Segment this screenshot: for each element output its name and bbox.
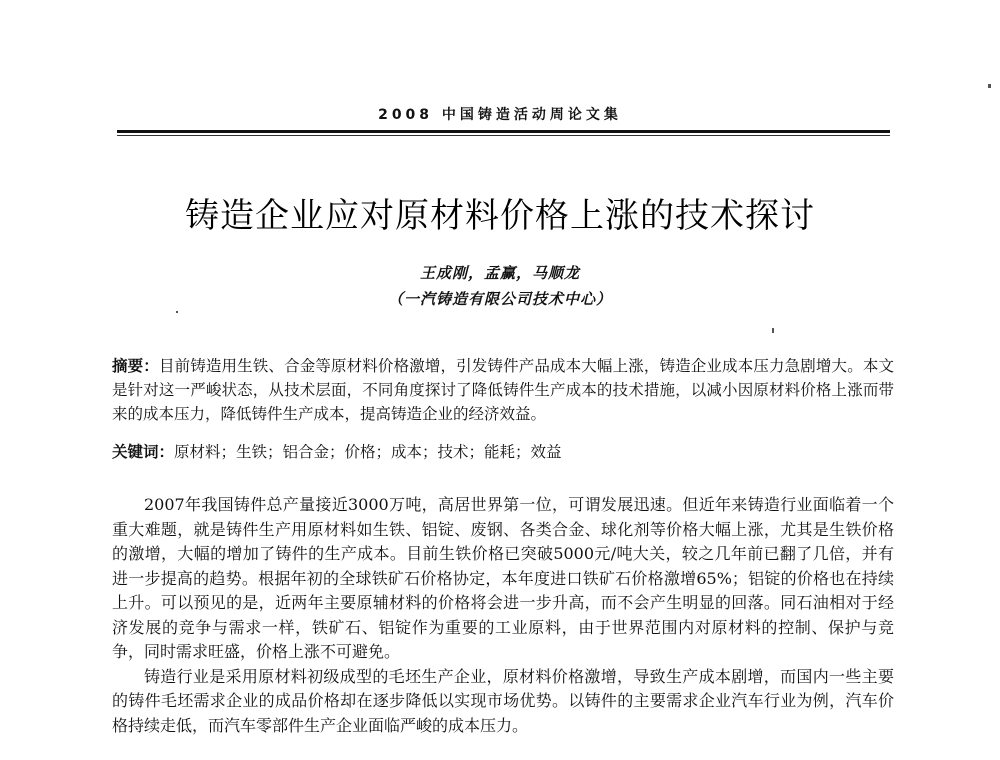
- running-header: 2008 中国铸造活动周论文集: [378, 107, 622, 123]
- body-paragraph: 2007年我国铸件总产量接近3000万吨，高居世界第一位，可谓发展迅速。但近年来铸造行业面临着一个重大难题，就是铸件生产用原材料如生铁、铝锭、废钢、各类合金、球化剂等价格大幅上涨，尤其是生铁价格的激增，大幅的增加了铸件的生产成本。目前生铁价格已突破5000元/吨大关，较之几年前已翻了几倍，并有进一步提高的趋势。根据年初的全球铁矿石价格协定，本年度进口铁矿石价格激增65%；铝锭的价格也在持续上升。可以预见的是，近两年主要原辅材料的价格将会进一步升高，而不会产生明显的回落。同石油相对于经济发展的竞争与需求一样，铁矿石、铝锭作为重要的工业原料，由于世界范围内对原材料的控制、保护与竞争，同时需求旺盛，价格上涨不可避免。: [112, 495, 894, 661]
- scan-speck: [772, 328, 774, 333]
- header-rule-thick: [117, 130, 890, 133]
- body-text: [112, 493, 894, 738]
- paper-affiliation: （一汽铸造有限公司技术中心）: [387, 290, 612, 308]
- abstract-label: 摘要：: [112, 357, 159, 375]
- scan-speck: [176, 311, 178, 313]
- keywords-label: 关键词：: [112, 443, 175, 461]
- keywords-text: 原材料；生铁；铝合金；价格；成本；技术；能耗；效益: [174, 443, 562, 461]
- paper-title: 铸造企业应对原材料价格上涨的技术探讨: [185, 196, 815, 236]
- body-paragraph: 铸造行业是采用原材料初级成型的毛坯生产企业，原材料价格激增，导致生产成本剧增，而国内一些主要的铸件毛坯需求企业的成品价格却在逐步降低以实现市场优势。以铸件的主要需求企业汽车行业为例，汽车价格持续走低，而汽车零部件生产企业面临严峻的成本压力。: [112, 666, 894, 735]
- keywords: [112, 440, 894, 464]
- abstract: [112, 354, 894, 426]
- abstract-text: 目前铸造用生铁、合金等原材料价格激增，引发铸件产品成本大幅上涨，铸造企业成本压力急剧增大。本文是针对这一严峻状态，从技术层面，不同角度探讨了降低铸件生产成本的技术措施，以减小因原材料价格上涨而带来的成本压力，降低铸件生产成本，提高铸造企业的经济效益。: [112, 357, 894, 423]
- header-rule-thin: [117, 135, 890, 136]
- paper-authors: 王成刚，孟赢，马顺龙: [419, 264, 580, 282]
- scan-speck: [988, 84, 991, 88]
